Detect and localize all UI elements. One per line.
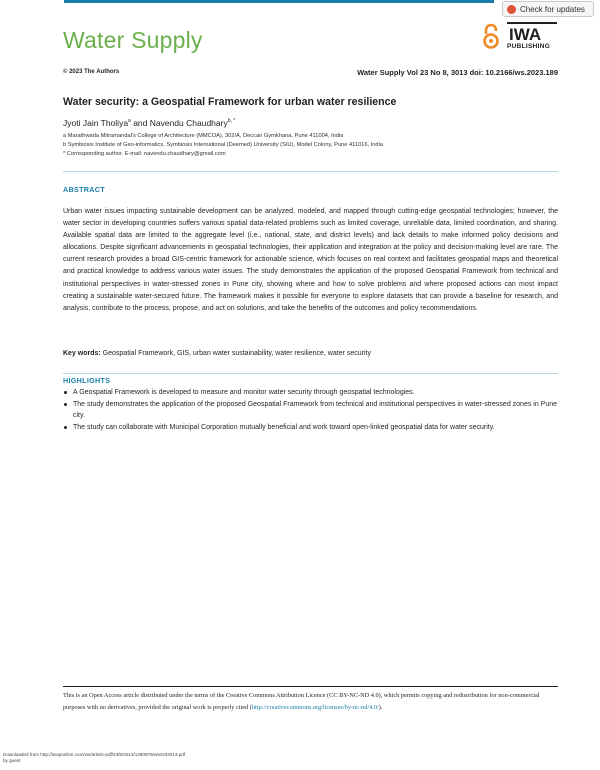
license-link[interactable]: http://creativecommons.org/licenses/by-nc-nd/4.0/ <box>251 703 379 711</box>
open-access-icon <box>482 22 500 50</box>
highlights-heading: HIGHLIGHTS <box>63 376 111 385</box>
abstract-text: Urban water issues impacting sustainable development can be analyzed, modeled, and mapped through cutting-edge geospatial technologies; however, the water sector in developing countries suffers various spatial data-related problems such as limited coverage, unreliable data, limited coordination, and sharing. Available spatial data are limited to the aggregate level (i.e., national, state, and district levels) and lack details to make informed policy decisions and allocations. Despite significant advancements in geospatial technologies, their application and integration at the policy and decision-making level are rare. The current research provides a broad GIS-centric framework for actionable science, which focuses on real context and facilitates geospatial maps and theoretical and practical knowledge to address various water issues. The study demonstrates the application of the proposed Geospatial Framework from technical and institutional perspectives in water-stressed zones in Pune city, showing where and how to solve problems and where proposed actions can most impact creating a sustainable water-secured future. The framework makes it possible for everyone to explore datasets that can provide a baseline for research, and analysis, contribute to the process, propose, and act on solutions, and take the benefits of the outcomes and policy recommendations. <box>63 208 558 312</box>
copyright-notice: © 2023 The Authors <box>63 69 120 75</box>
downloaded-by: by guest <box>3 758 21 763</box>
affiliation-b: b Symbiosis Institute of Geo-informatics, Symbiosis International (Deemed) University (SIU), Model Colony, Pune 411016, India <box>63 142 384 148</box>
author-1: Jyoti Jain Tholiya <box>63 118 129 128</box>
footer-divider <box>63 686 558 687</box>
highlights-list <box>63 387 558 433</box>
affiliation-a: a Marathwada Mitramandal's College of Architecture (MMCOA), 302/A, Deccan Gymkhana, Pune 411004, India <box>63 133 344 139</box>
iwa-logo-text: IWA <box>509 25 542 42</box>
highlight-item: The study can collaborate with Municipal Corporation mutually beneficial and work toward open-linked geospatial data for water security. <box>63 422 558 434</box>
crossmark-icon <box>507 5 516 14</box>
check-for-updates-button[interactable] <box>502 1 594 17</box>
license-end: ). <box>378 703 383 711</box>
author-2-affiliation-mark: b, * <box>227 118 236 125</box>
author-1-affiliation-mark: a <box>128 118 131 125</box>
iwa-publishing-logo <box>507 22 557 54</box>
highlight-item: The study demonstrates the application of the proposed Geospatial Framework from technical and institutional perspectives in water-stressed zones in Pune city. <box>63 399 558 422</box>
top-accent-bar <box>64 0 494 3</box>
license-text: This is an Open Access article distributed under the terms of the Creative Commons Attribution Licence (CC BY-NC-ND 4.0), which permits copying and redistribution for non-commercial purposes with no derivatives, provided the original work is properly cited ( <box>63 692 540 711</box>
author-list <box>63 118 235 128</box>
license-notice <box>63 690 558 713</box>
author-2: and Navendu Chaudhary <box>130 118 228 128</box>
publishing-label: PUBLISHING <box>507 43 551 50</box>
keywords <box>63 350 371 357</box>
keywords-list: Geospatial Framework, GIS, urban water sustainability, water resilience, water security <box>100 350 371 357</box>
keywords-label: Key words: <box>63 350 101 357</box>
highlight-item: A Geospatial Framework is developed to measure and monitor water security through geospatial technologies. <box>63 387 558 399</box>
abstract-divider <box>63 171 558 172</box>
highlights-divider <box>63 373 558 374</box>
citation-line: Water Supply Vol 23 No 8, 3013 doi: 10.2166/ws.2023.189 <box>357 68 558 77</box>
article-title: Water security: a Geospatial Framework for urban water resilience <box>63 96 397 108</box>
journal-name: Water Supply <box>63 27 203 53</box>
abstract-heading: ABSTRACT <box>63 185 105 194</box>
corresponding-author: * Corresponding author. E-mail: navendu.chaudhary@gmail.com <box>63 151 226 157</box>
download-notice <box>3 752 185 764</box>
check-for-updates-label: Check for updates <box>520 5 585 14</box>
downloaded-from: Downloaded from http://iwaponline.com/ws/article-pdf/23/8/3013/1280876/ws0233013.pdf <box>3 752 186 757</box>
